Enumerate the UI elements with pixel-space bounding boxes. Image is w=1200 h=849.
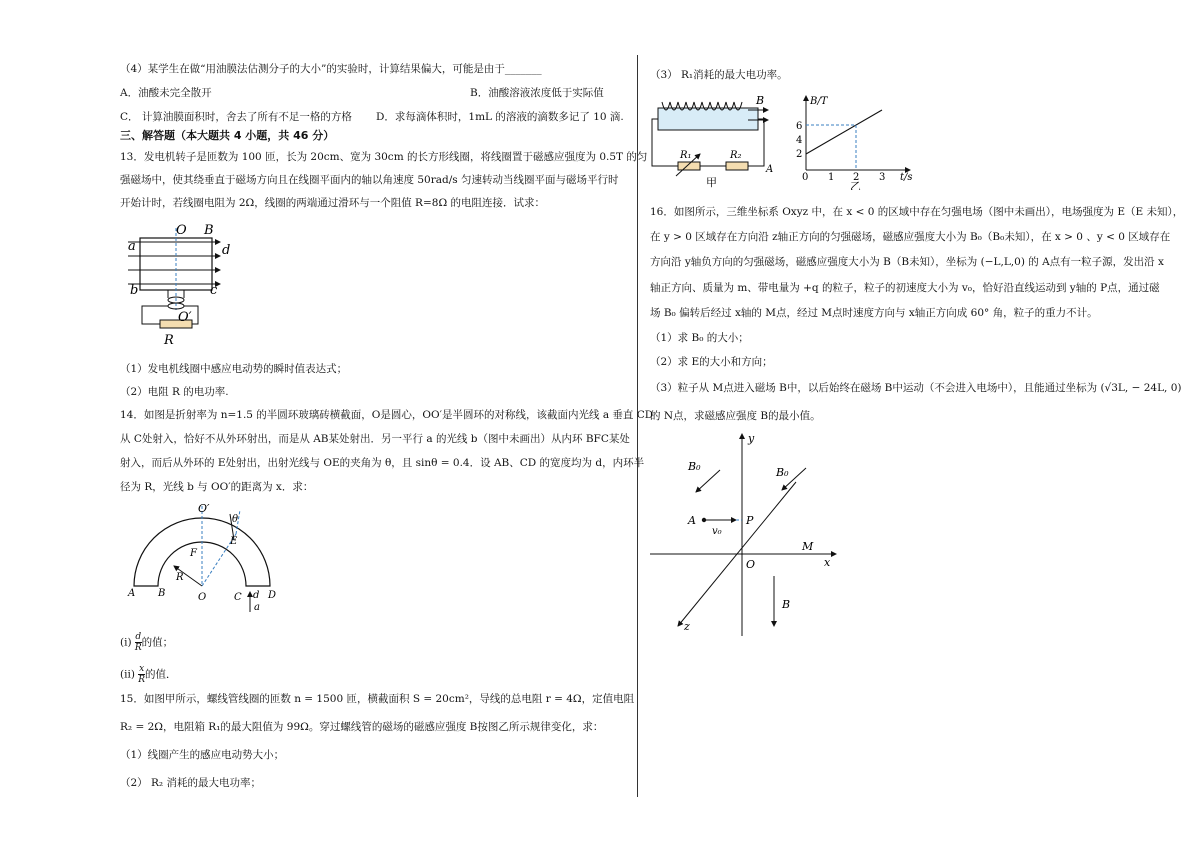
q14-line-1: 14．如图是折射率为 n=1.5 的半圆环玻璃砖横截面，O是圆心，OO′是半圆环的对称线，该截面内光线 a 垂直 CD — [120, 409, 654, 421]
q14-semicircle-figure — [126, 500, 286, 616]
q13-generator-figure — [118, 220, 238, 348]
q16-line-4: 轴正方向、质量为 m、带电量为 +q 的粒子，粒子的初速度大小为 v₀，恰好沿直线运动到 y轴的 P点，通过磁 — [650, 282, 1160, 294]
q14-part-1-suffix: 的值； — [141, 636, 174, 649]
q15-graph-ytick-4: 4 — [796, 135, 803, 146]
q16-label-p: P — [746, 514, 754, 527]
q13-label-o-prime: O′ — [178, 310, 192, 325]
q13-line-3: 开始计时，若线圈电阻为 2Ω，线圈的两端通过滑环与一个阻值 R=8Ω 的电阻连接．试求： — [120, 197, 545, 209]
q15-graph-xlabel: t/s — [900, 172, 913, 183]
q15-label-b: B — [756, 94, 765, 107]
q15-line-2: R₂ = 2Ω，电阻箱 R₁的最大阻值为 99Ω。穿过螺线管的磁场的磁感应强度 B按图乙所示规律变化，求： — [120, 721, 604, 733]
q15-solenoid-circuit-figure — [648, 92, 778, 190]
column-divider — [637, 55, 638, 797]
q15-graph-ytick-2: 2 — [796, 149, 803, 160]
q13-line-2: 强磁场中，使其绕垂直于磁场方向且在线圈平面内的轴以角速度 50rad/s 匀速转动当线圈平面与磁场平行时 — [120, 174, 619, 186]
q14-label-o: O — [198, 592, 207, 603]
q15-part-3: （3） R₁消耗的最大电功率。 — [650, 69, 788, 81]
q13-part-1: （1）发电机线圈中感应电动势的瞬时值表达式； — [120, 363, 348, 375]
q13-line-1: 13．发电机转子是匝数为 100 匝，长为 20cm、宽为 30cm 的长方形线圈，将线圈置于磁感应强度为 0.5T 的匀 — [120, 151, 648, 163]
q14-part-2-suffix: 的值． — [145, 668, 177, 681]
q15-caption-jia: 甲 — [706, 176, 717, 189]
q14-line-3: 射入，而后从外环的 E处射出，出射光线与 OE的夹角为 θ，且 sinθ = 0.4．设 AB、CD 的宽度均为 d，内环半 — [120, 457, 645, 469]
fraction-numerator: x — [139, 664, 145, 674]
q16-label-b0-right: B₀ — [776, 466, 789, 479]
q15-bt-graph-figure — [790, 92, 920, 190]
q16-part-1: （1）求 B₀ 的大小； — [650, 332, 749, 344]
q16-line-3: 方向沿 y轴负方向的匀强磁场，磁感应强度大小为 B（B未知），坐标为 (−L,L,0) 的 A点有一粒子源，发出沿 x — [650, 256, 1164, 268]
q14-label-theta: θ — [232, 514, 239, 525]
q15-graph-xtick-2: 2 — [853, 172, 860, 183]
q15-line-1: 15．如图甲所示，螺线管线圈的匝数 n = 1500 匝，横截面积 S = 20cm²，导线的总电阻 r = 4Ω，定值电阻 — [120, 693, 635, 705]
q14-fraction-d-r — [135, 632, 142, 653]
q13-label-o: O — [176, 223, 187, 238]
q15-graph-xtick-1: 1 — [828, 172, 835, 183]
q4-option-b: B．油酸溶液浓度低于实际值 — [470, 87, 604, 99]
q14-label-d: D — [268, 590, 277, 601]
fraction-numerator: d — [135, 632, 142, 642]
q16-label-a: A — [688, 514, 696, 527]
q16-label-b0-left: B₀ — [688, 460, 701, 473]
q14-fraction-x-r — [138, 664, 145, 685]
q13-label-d: d — [222, 243, 231, 258]
q14-part-1 — [120, 632, 173, 653]
q16-part-2: （2）求 E的大小和方向； — [650, 356, 773, 368]
q15-part-2: （2） R₂ 消耗的最大电功率； — [120, 777, 261, 789]
q16-label-o: O — [746, 558, 756, 571]
q14-part-2-prefix: (ii) — [120, 668, 139, 681]
q4-option-a: A．油酸未完全散开 — [120, 87, 212, 99]
q16-axis-z: z — [684, 620, 690, 633]
q14-label-a: A — [128, 588, 136, 599]
q16-line-5: 场 B₀ 偏转后经过 x轴的 M点，经过 M点时速度方向与 x轴正方向成 60° 角，粒子的重力不计。 — [650, 307, 1098, 319]
q4-option-c: C． 计算油膜面积时，舍去了所有不足一格的方格 — [120, 111, 352, 123]
q15-graph-ytick-6: 6 — [796, 121, 803, 132]
q16-part-3: （3）粒子从 M点进入磁场 B中，以后始终在磁场 B中运动（不会进入电场中），且能通过坐标为 (√3L, − 24L, 0) — [650, 382, 1182, 394]
q14-label-d-width: d — [253, 590, 260, 601]
q14-label-o-prime: O′ — [198, 502, 210, 515]
q14-part-2 — [120, 664, 177, 685]
q15-label-r1: R₁ — [680, 150, 692, 161]
q13-part-2: （2）电阻 R 的电功率. — [120, 386, 229, 398]
q14-label-c: C — [234, 592, 242, 603]
q14-label-ray-a: a — [254, 602, 260, 613]
fraction-denominator: R — [134, 643, 142, 653]
q15-part-1: （1）线圈产生的感应电动势大小； — [120, 749, 285, 761]
q16-label-b: B — [782, 598, 791, 611]
q16-label-m: M — [802, 540, 814, 553]
q16-3d-coordinate-figure — [648, 430, 848, 640]
q14-label-f: F — [190, 548, 197, 559]
q15-graph-xtick-3: 3 — [879, 172, 886, 183]
q15-graph-ylabel: B/T — [810, 96, 828, 107]
q13-label-b: B — [204, 223, 214, 238]
q14-line-4: 径为 R，光线 b 与 OO′的距离为 x．求： — [120, 481, 314, 493]
q13-label-b-lower: b — [130, 283, 139, 298]
q14-part-1-prefix: (i) — [120, 636, 135, 649]
q13-label-a: a — [128, 239, 136, 254]
q15-label-a: A — [766, 164, 774, 175]
q13-label-c: c — [210, 283, 218, 298]
q16-part-3-continued: 的 N点，求磁感应强度 B的最小值。 — [650, 410, 821, 422]
q16-label-v0: v₀ — [712, 526, 722, 537]
q4-option-d: D．求每滴体积时，1mL 的溶液的滴数多记了 10 滴. — [376, 111, 624, 123]
q14-label-r: R — [176, 572, 184, 583]
q15-graph-xtick-0: 0 — [802, 172, 809, 183]
q14-label-e: E — [230, 536, 238, 547]
q15-label-r2: R₂ — [730, 150, 742, 161]
q4-stem: （4）某学生在做“用油膜法估测分子的大小”的实验时，计算结果偏大，可能是由于_______ — [120, 63, 542, 75]
section-heading: 三、解答题（本大题共 4 小题，共 46 分） — [120, 129, 335, 142]
q14-label-b: B — [158, 588, 166, 599]
q16-axis-x: x — [824, 556, 831, 569]
q16-line-2: 在 y > 0 区域存在方向沿 z轴正方向的匀强磁场，磁感应强度大小为 B₀（B₀未知），在 x > 0 、y < 0 区域存在 — [650, 231, 1171, 243]
q13-label-r: R — [164, 333, 174, 348]
q14-line-2: 从 C处射入，恰好不从外环射出，而是从 AB某处射出．另一平行 a 的光线 b（图中未画出）从内环 BFC某处 — [120, 433, 630, 445]
fraction-denominator: R — [138, 675, 146, 685]
q15-caption-yi: 乙 — [850, 180, 861, 190]
q16-line-1: 16．如图所示，三维坐标系 Oxyz 中，在 x < 0 的区域中存在匀强电场（图中未画出），电场强度为 E（E 未知）， — [650, 206, 1184, 218]
q16-axis-y: y — [748, 432, 755, 445]
